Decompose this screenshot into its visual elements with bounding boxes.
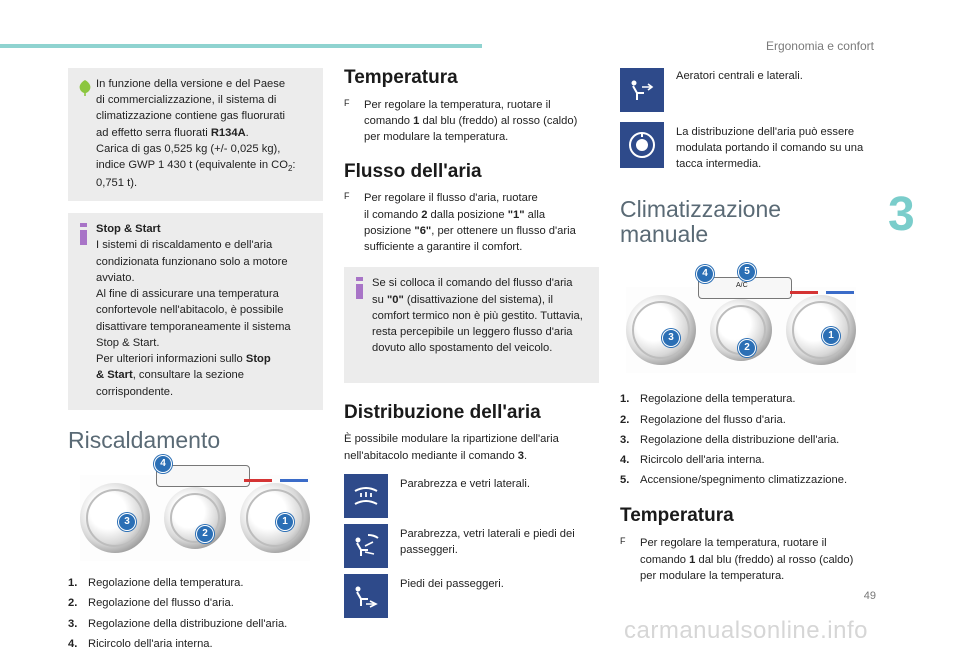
heating-legend — [68, 575, 323, 652]
info-icon — [80, 223, 87, 245]
hot-arc — [244, 479, 272, 482]
watermark: carmanualsonline.info — [624, 617, 868, 644]
column-1 — [68, 68, 323, 656]
eco-line: climatizzazione contiene gas fluorurati — [96, 110, 286, 123]
legend-item: 2. Regolazione del flusso d'aria. — [620, 413, 786, 426]
heating-title: Riscaldamento — [68, 426, 221, 453]
manual-climate-figure — [626, 266, 856, 373]
stop-start-line: disattivare temporaneamente il sistema — [96, 320, 291, 333]
page-number: 49 — [863, 590, 876, 603]
stop-start-line: Per ulteriori informazioni sullo Stop — [96, 353, 271, 366]
bullet-marker: F — [620, 536, 626, 547]
legend-item: 4. Ricircolo dell'aria interna. — [620, 454, 765, 466]
eco-line: In funzione della versione e del Paese — [96, 78, 286, 90]
windscreen-feet-vent-icon — [344, 524, 388, 568]
bullet-marker: F — [344, 191, 350, 202]
air-flow-instruction: F Per regolare il flusso d'aria, ruotare il comando 2 dalla posizione "1" alla posizione "6", per ottenere un flusso d'aria sufficiente a garantire il comfort. — [344, 191, 576, 254]
figure-badge-1: 1 — [822, 327, 840, 345]
header-accent-bar — [0, 44, 482, 48]
figure-badge-3: 3 — [662, 329, 680, 347]
temperature-instruction: F Per regolare la temperatura, ruotare il comando 1 dal blu (freddo) al rosso (caldo) per modulare la temperatura. — [344, 97, 578, 144]
eco-line: indice GWP 1 430 t (equivalente in $CO_2$: — [96, 159, 296, 174]
distribution-title: Distribuzione dell'aria — [344, 401, 541, 423]
hot-arc — [790, 291, 818, 294]
legend-item: 2. Regolazione del flusso d'aria. — [68, 597, 234, 610]
distribution-mode: Parabrezza e vetri laterali. — [344, 474, 599, 518]
legend-item: 4. Ricircolo dell'aria interna. — [68, 637, 213, 650]
manual-climate-legend — [620, 391, 866, 488]
manual-climate-title: Climatizzazione manuale — [620, 195, 782, 247]
bullet-marker: F — [344, 97, 350, 108]
manual-temperature-title: Temperatura — [620, 505, 734, 527]
stop-start-info-box — [68, 213, 323, 410]
stop-start-line: confortevole nell'abitacolo, è possibile — [96, 304, 284, 317]
ac-label: A/C — [736, 282, 748, 290]
temperature-knob — [240, 483, 310, 553]
feet-vent-icon — [344, 574, 388, 618]
distribution-intro: nell'abitacolo mediante il comando 3. — [344, 449, 528, 462]
stop-start-title: Stop & Start — [96, 223, 161, 236]
face-vent-icon — [620, 68, 664, 112]
eco-line: 0,751 t). — [96, 177, 138, 189]
eco-info-box — [68, 68, 323, 201]
legend-item: 1. Regolazione della temperatura. — [620, 393, 796, 406]
heating-controls-figure — [80, 458, 310, 561]
stop-start-line: corrispondente. — [96, 385, 174, 398]
distribution-mode: Aeratori centrali e laterali. — [620, 68, 866, 112]
figure-badge-4: 4 — [696, 265, 714, 283]
figure-badge-5: 5 — [738, 263, 756, 281]
stop-start-line: condizionata funzionano solo a motore — [96, 255, 288, 268]
windscreen-vent-icon — [344, 474, 388, 518]
leaf-icon — [78, 80, 92, 96]
section-header: Ergonomia e confort — [765, 39, 874, 53]
stop-start-line: Stop & Start. — [96, 336, 160, 349]
flow-knob — [164, 487, 226, 549]
stop-start-line: avviato. — [96, 271, 135, 284]
stop-start-line: & Start, consultare la sezione — [96, 369, 245, 382]
air-flow-note-box: Se si colloca il comando del flusso d'aria su "0" (disattivazione del sistema), il comfort termico non è più gestito. Tuttavia, resta percepibile un leggero flusso d'aria dovuto allo spostamento del veicolo. — [344, 267, 599, 382]
knob-intermediate-icon — [620, 122, 664, 168]
manual-temperature-instruction: F Per regolare la temperatura, ruotare il comando 1 dal blu (freddo) al rosso (caldo) per modulare la temperatura. — [620, 536, 854, 582]
figure-badge-1: 1 — [276, 513, 294, 531]
figure-badge-3: 3 — [118, 513, 136, 531]
air-flow-title: Flusso dell'aria — [344, 160, 482, 182]
cold-arc — [826, 291, 854, 294]
legend-item: 5. Accensione/spegnimento climatizzazione. — [620, 474, 848, 487]
chapter-number: 3 — [888, 188, 915, 241]
stop-start-line: I sistemi di riscaldamento e dell'aria — [96, 239, 273, 252]
temperature-knob — [786, 295, 856, 365]
distribution-intro: È possibile modulare la ripartizione dell'aria — [344, 433, 559, 446]
stop-start-line: Al fine di assicurare una temperatura — [96, 288, 279, 301]
column-3 — [620, 68, 866, 584]
temperature-title: Temperatura — [344, 67, 458, 88]
distribution-mode: Parabrezza, vetri laterali e piedi dei passeggeri. — [344, 524, 599, 568]
distribution-mode: La distribuzione dell'aria può essere modulata portando il comando su una tacca intermedia. — [620, 122, 866, 173]
info-icon — [356, 277, 363, 299]
eco-line: di commercializzazione, il sistema di — [96, 94, 277, 107]
cold-arc — [280, 479, 308, 482]
figure-badge-2: 2 — [196, 525, 214, 543]
eco-line: ad effetto serra fluorati R134A. — [96, 126, 249, 139]
legend-item: 1. Regolazione della temperatura. — [68, 577, 244, 590]
distribution-knob — [80, 483, 150, 553]
distribution-mode: Piedi dei passeggeri. — [344, 574, 599, 618]
eco-line: Carica di gas 0,525 kg (+/- 0,025 kg), — [96, 142, 281, 155]
figure-badge-4: 4 — [154, 455, 172, 473]
legend-item: 3. Regolazione della distribuzione dell'aria. — [620, 433, 840, 446]
distribution-knob — [626, 295, 696, 365]
legend-item: 3. Regolazione della distribuzione dell'aria. — [68, 617, 288, 630]
figure-badge-2: 2 — [738, 339, 756, 357]
column-2 — [344, 68, 599, 624]
